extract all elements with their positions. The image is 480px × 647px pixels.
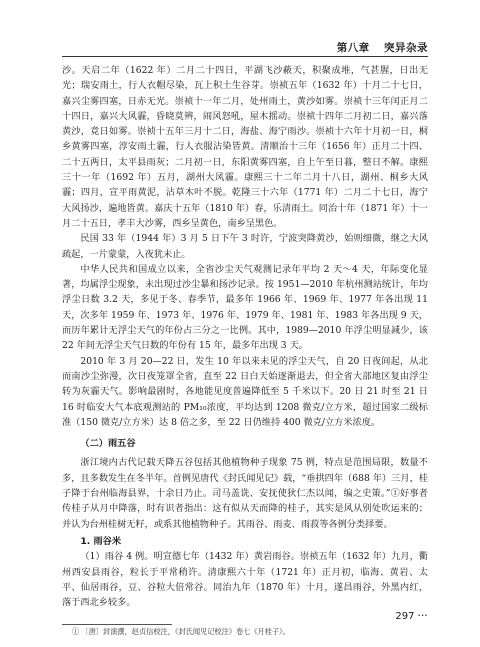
chapter-number: 第八章	[336, 42, 370, 54]
running-header	[337, 40, 428, 55]
page-number	[395, 611, 428, 622]
page-mark: •••	[417, 613, 428, 619]
paragraph: 沙。天启二年（1622 年）二月二十四日，平湖飞沙蔽天，积聚成堆，气甚腥，日出无光；瑞安雨土，行人衣帽尽染，瓦上积土生谷芽。崇祯五年（1632 年）十月二十七日，嘉兴尘雾四塞，日赤无光。崇祯十一年二月，处州雨土，黄沙如雾。崇祯十三年闰正月二十四日，嘉兴大风霾，昏晓莫辨，闹风怒吼，屋木摇动。崇祯十四年二月初二日，嘉兴落黄沙，竟日如雾。崇祯十五年三月十二日，海盐、海宁雨沙。崇祯十六年十月初一日，桐乡黄雾四塞，淳安雨土霾，行人衣服沾染皆黄。清顺治十三年（1656 年）正月二十四、二十五两日，太平县雨灰；二月初一日，东阳黄雾四塞，自上午至日暮，整日不解。康熙三十一年（1692 年）五月，湖州大风霾。康熙三十二年二月十八日，湖州、桐乡大风霾；四月，宣平雨黄泥，沾草木叶不脱。乾隆三十六年（1771 年）二月二十七日，海宁大风扬沙，遍地皆黄。嘉庆十五年（1810 年）春，乐清雨土。同治十年（1871 年）十一月二十五日，孝丰大沙雾，西乡呈黄色，南乡呈黑色。	[62, 65, 428, 229]
section-heading: （二）雨五谷	[80, 438, 136, 450]
paragraph: 2010 年 3 月 20—22 日，发生 10 年以来未见的浮尘天气，自 20 日夜间起，从北而南沙尘弥漫，次日夜笼罩全省，直至 22 日白天始逐渐退去，但全省大部地区复由浮尘转为灰霾天气。影响最剧时，各地能见度普遍降低至 5 千米以下。20 日 21 时至 21 日 16 时临安大气本底观测站的 PM₁₀浓度，平均达到 1208 微克/立方米，超过国家二级标准（150 微克/立方米）达 8 倍之多，至 22 日仍维持 400 微克/立方米浓度。	[62, 355, 428, 428]
footnote-rule	[62, 624, 172, 625]
footnote: ① 〔唐〕封演撰，赵贞信校注，《封氏闻见记校注》卷七《月桂子》。	[72, 627, 290, 636]
body-text	[62, 63, 428, 610]
chapter-title: 突异杂录	[384, 42, 428, 54]
paragraph: （1）雨谷 4 例。明宣德七年（1432 年）黄岩雨谷。崇祯五年（1632 年）九月，衢州西安县雨谷，粒长于平常稍许。清康熙六十年（1721 年）正月初，临海、黄岩、太平、仙居雨谷，豆、谷粒大倍常谷。同治九年（1870 年）十月，遂昌雨谷，外黑内红，落于西北乡较多。	[62, 551, 428, 609]
subsection-heading: 1. 雨谷米	[80, 535, 122, 547]
paragraph: 民国 33 年（1944 年）3 月 5 日下午 3 时许，宁波突降黄沙，始则细微，继之大风疏起，一片蒙蒙，入夜犹未止。	[62, 233, 428, 260]
page-number-value: 297	[395, 611, 415, 622]
paragraph: 浙江境内古代记载天降五谷包括其他植物种子现象 75 例，特点是范围局限，数量不多，且多数发生在冬半年。首例见唐代《封氏闻见记》载，“垂拱四年（688 年）三月，桂子降于台州临海县界，十余日乃止。司马盖诜、安抚使狄仁杰以闻，编之史策。”①好事者传桂子从月中降落，时有识者指出：这有似从天而降的桂子，其实是风从别处吹运来的；并认为台州桂树无籽，或系其他植物种子。其雨谷、雨麦、雨菽等各例分类择要。	[62, 457, 428, 530]
header-rule	[62, 56, 428, 57]
paragraph: 中华人民共和国成立以来，全省沙尘天气观测记录年平均 2 天～4 天，年际变化显著，均属浮尘现象，未出现过沙尘暴和扬沙记录。按 1951—2010 年杭州测站统计，年均浮尘日数 3.2 天，多见于冬、春季节，最多年 1966 年、1969 年、1977 年各出现 11 天，次多年 1959 年、1973 年、1976 年、1979 年、1981 年、1983 年各出现 9 天，而历年累计无浮尘天气的年份占三分之一比例。其中，1989—2010 年浮尘明显减少，该 22 年间无浮尘天气日数的年份有 15 年，最多年出现 3 天。	[62, 263, 428, 352]
